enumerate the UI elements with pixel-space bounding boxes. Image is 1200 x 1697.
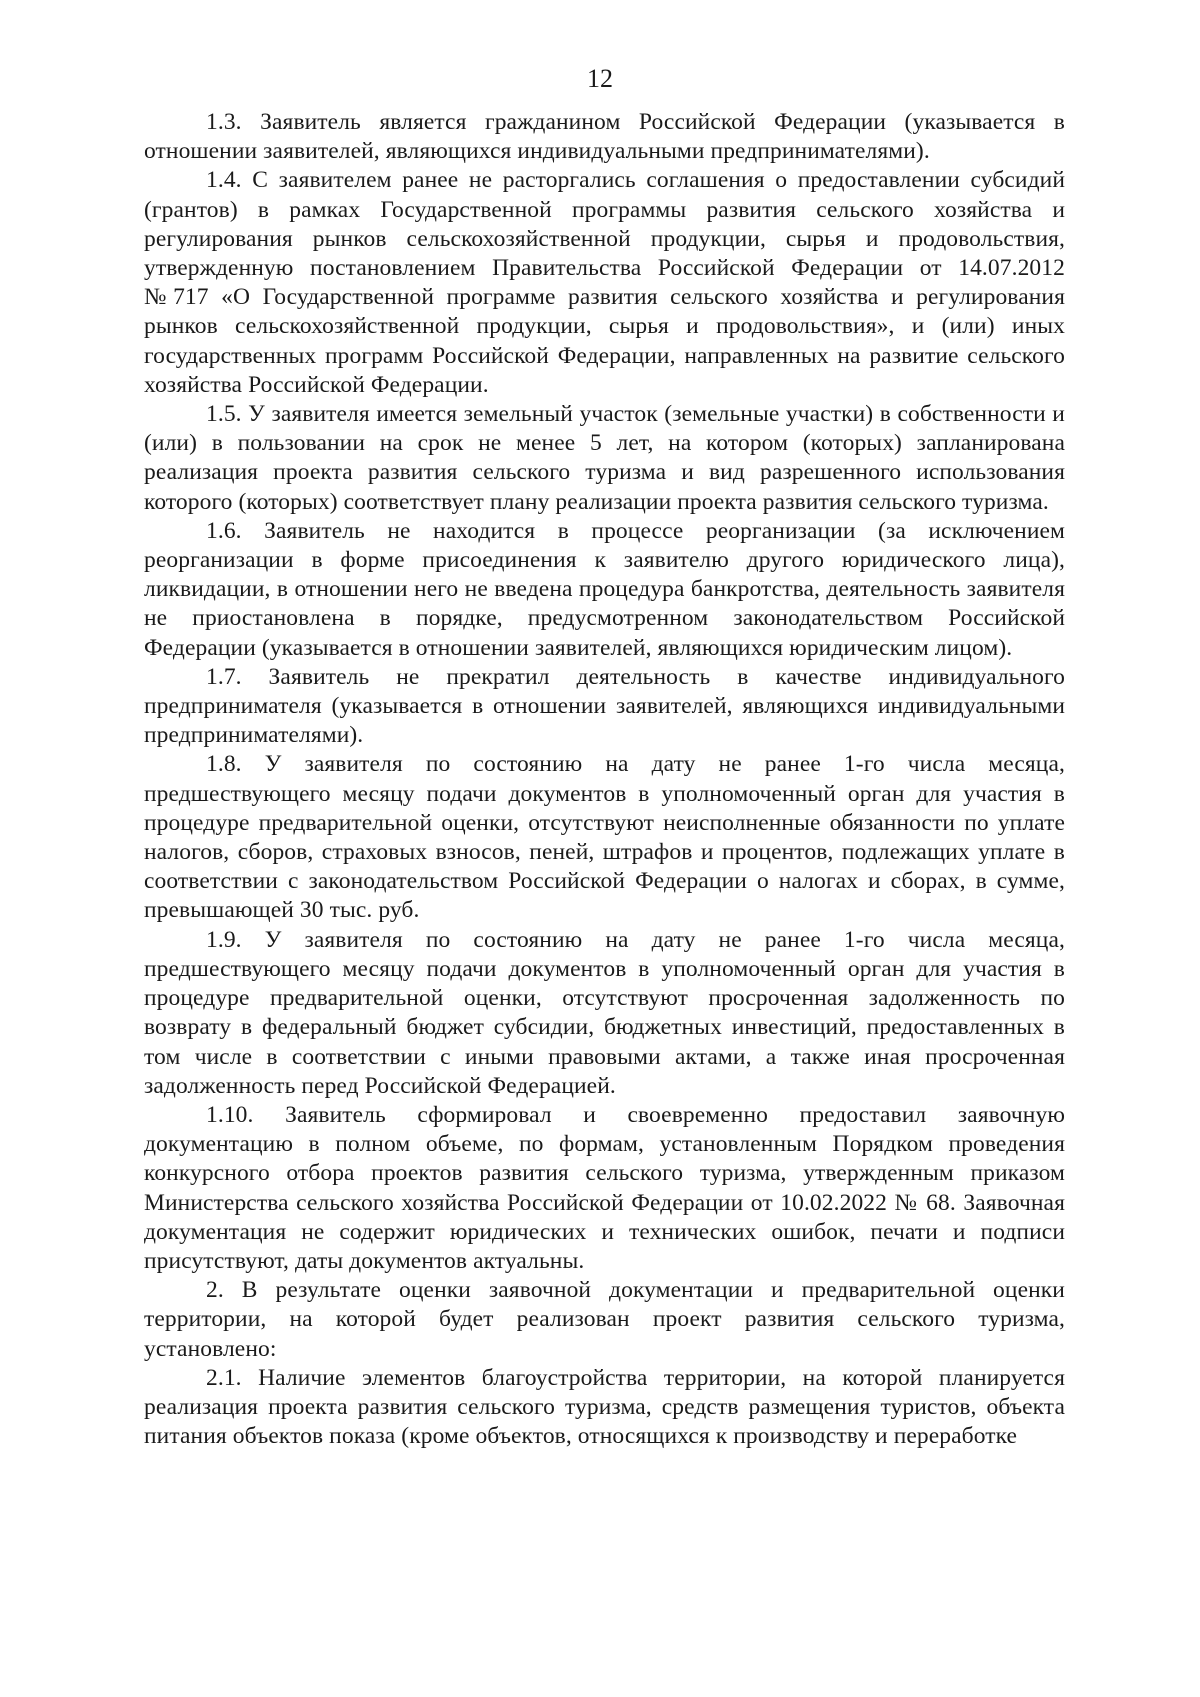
paragraph-1-4: 1.4. С заявителем ранее не расторгались соглашения о предоставлении субсидий (грантов) в рамках Государственной программы развития сельского хозяйства и регулирования рынков сельскохозяйственной продукции, сырья и продовольствия, утвержденную постановлением Правительства Российской Федерации от 14.07.2012 №717 «О Государственной программе развития сельского хозяйства и регулирования рынков сельскохозяйственной продукции, сырья и продовольствия», и (или) иных государственных программ Российской Федерации, направленных на развитие сельского хозяйства Российской Федерации. <box>144 167 1065 398</box>
paragraph-1-3: 1.3. Заявитель является гражданином Российской Федерации (указывается в отношении заявителей, являющихся индивидуальными предпринимателями). <box>144 109 1065 165</box>
paragraph-1-7: 1.7. Заявитель не прекратил деятельность в качестве индивидуального предпринимателя (указывается в отношении заявителей, являющихся индивидуальными предпринимателями). <box>144 663 1065 749</box>
paragraph-1-8: 1.8. У заявителя по состоянию на дату не ранее 1-го числа месяца, предшествующего месяцу подачи документов в уполномоченный орган для участия в процедуре предварительной оценки, отсутствуют неисполненные обязанности по уплате налогов, сборов, страховых взносов, пеней, штрафов и процентов, подлежащих уплате в соответствии с законодательством Российской Федерации о налогах и сборах, в сумме, превышающей 30 тыс. руб. <box>144 751 1065 924</box>
page-number: 12 <box>587 64 613 93</box>
paragraph-1-9: 1.9. У заявителя по состоянию на дату не ранее 1-го числа месяца, предшествующего месяцу подачи документов в уполномоченный орган для участия в процедуре предварительной оценки, отсутствуют просроченная задолженность по возврату в федеральный бюджет субсидии, бюджетных инвестиций, предоставленных в том числе в соответствии с иными правовыми актами, а также иная просроченная задолженность перед Российской Федерацией. <box>144 926 1065 1099</box>
paragraph-2-1: 2.1. Наличие элементов благоустройства территории, на которой планируется реализация проекта развития сельского туризма, средств размещения туристов, объекта питания объектов показа (кроме объектов, относящихся к производству и переработке <box>144 1364 1065 1450</box>
paragraph-2: 2. В результате оценки заявочной документации и предварительной оценки территории, на которой будет реализован проект развития сельского туризма, установлено: <box>144 1277 1065 1362</box>
paragraph-1-5: 1.5. У заявителя имеется земельный участок (земельные участки) в собственности и (или) в пользовании на срок не менее 5 лет, на котором (которых) запланирована реализация проекта развития сельского туризма и вид разрешенного использования которого (которых) соответствует плану реализации проекта развития сельского туризма. <box>144 401 1065 515</box>
paragraph-1-6: 1.6. Заявитель не находится в процессе реорганизации (за исключением реорганизации в форме присоединения к заявителю другого юридического лица), ликвидации, в отношении него не введена процедура банкротства, деятельность заявителя не приостановлена в порядке, предусмотренном законодательством Российской Федерации (указывается в отношении заявителей, являющихся юридическим лицом). <box>144 517 1065 661</box>
paragraph-1-10: 1.10. Заявитель сформировал и своевременно предоставил заявочную документацию в полном объеме, по формам, установленным Порядком проведения конкурсного отбора проектов развития сельского туризма, утвержденным приказом Министерства сельского хозяйства Российской Федерации от 10.02.2022 № 68. Заявочная документация не содержит юридических и технических ошибок, печати и подписи присутствуют, даты документов актуальны. <box>144 1101 1065 1274</box>
document-body <box>144 108 1065 1451</box>
